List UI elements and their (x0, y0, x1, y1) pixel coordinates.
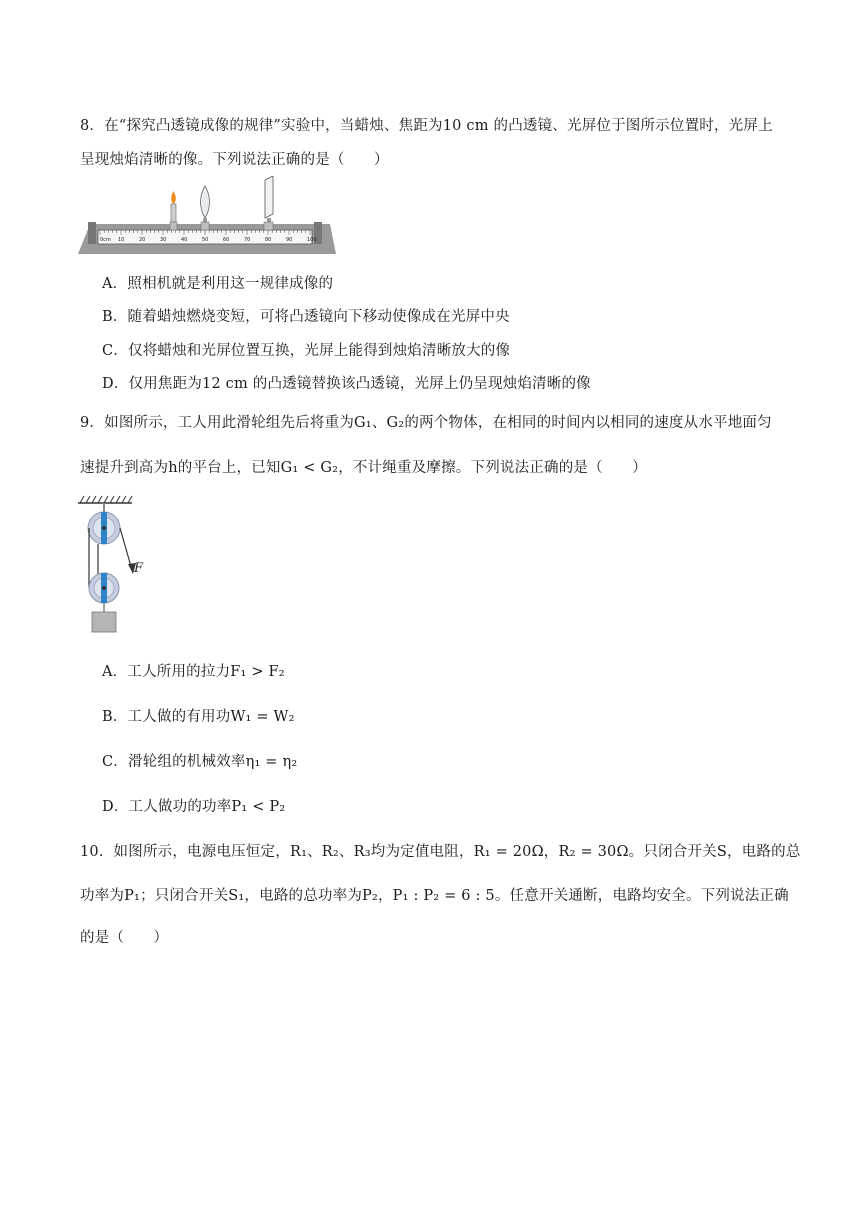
candle-flame (171, 191, 176, 204)
q8-option-b: B．随着蜡烛燃烧变短，可将凸透镜向下移动使像成在光屏中央 (102, 309, 510, 325)
q8-option-a: A．照相机就是利用这一规律成像的 (102, 276, 334, 292)
q8-stem-line1: 8．在“探究凸透镜成像的规律”实验中，当蜡烛、焦距为10 cm 的凸透镜、光屏位于图所示位置时，光屏上 (80, 118, 773, 134)
q8-stem-line2: 呈现烛焰清晰的像。下列说法正确的是（ ） (80, 152, 389, 168)
q10-stem-line1: 10．如图所示，电源电压恒定，R₁、R₂、R₃均为定值电阻，R₁ = 20Ω，R₂ = 30Ω。只闭合开关S，电路的总 (80, 844, 801, 860)
scale-tick-label: 40 (181, 237, 188, 243)
q9-option-b: B．工人做的有用功W₁ = W₂ (102, 709, 295, 725)
q8-option-d: D．仅用焦距为12 cm 的凸透镜替换该凸透镜，光屏上仍呈现烛焰清晰的像 (102, 376, 591, 392)
scale-tick-label: 10 (118, 237, 125, 243)
scale-tick-label: 70 (244, 237, 251, 243)
scale-tick-label: 20 (139, 237, 146, 243)
bench-left-foot (88, 222, 96, 244)
force-label: F (134, 561, 144, 576)
candle (170, 191, 177, 230)
ceiling-hatch (80, 496, 132, 503)
q9-option-a: A．工人所用的拉力F₁ > F₂ (102, 664, 285, 680)
convex-lens (201, 186, 210, 230)
pulley-system-figure (76, 494, 156, 636)
optical-bench-figure (78, 176, 336, 256)
light-screen (264, 176, 273, 230)
scale-tick-label: 80 (265, 237, 272, 243)
scale-tick-label: 90 (286, 237, 293, 243)
scale-tick-label: 50 (202, 237, 209, 243)
scale-tick-label: 60 (223, 237, 230, 243)
q10-stem-line3: 的是（ ） (80, 930, 169, 946)
q9-stem-line2: 速提升到高为h的平台上，已知G₁ < G₂，不计绳重及摩擦。下列说法正确的是（ ） (80, 460, 647, 476)
scale-tick-label: 100 (307, 237, 317, 243)
q9-stem-line1: 9．如图所示，工人用此滑轮组先后将重为G₁、G₂的两个物体，在相同的时间内以相同的速度从水平地面匀 (80, 415, 772, 431)
movable-pulley (89, 573, 119, 603)
q10-stem-line2: 功率为P₁；只闭合开关S₁，电路的总功率为P₂，P₁ : P₂ = 6 : 5。任意开关通断，电路均安全。下列说法正确 (80, 888, 789, 904)
scale-tick-label: 30 (160, 237, 167, 243)
scale-tick-label: 0cm (100, 237, 111, 243)
hanging-weight (92, 612, 116, 632)
q9-option-d: D．工人做功的功率P₁ < P₂ (102, 799, 286, 815)
q8-option-c: C．仅将蜡烛和光屏位置互换，光屏上能得到烛焰清晰放大的像 (102, 343, 511, 359)
fixed-pulley (88, 512, 120, 544)
q9-option-c: C．滑轮组的机械效率η₁ = η₂ (102, 754, 298, 770)
